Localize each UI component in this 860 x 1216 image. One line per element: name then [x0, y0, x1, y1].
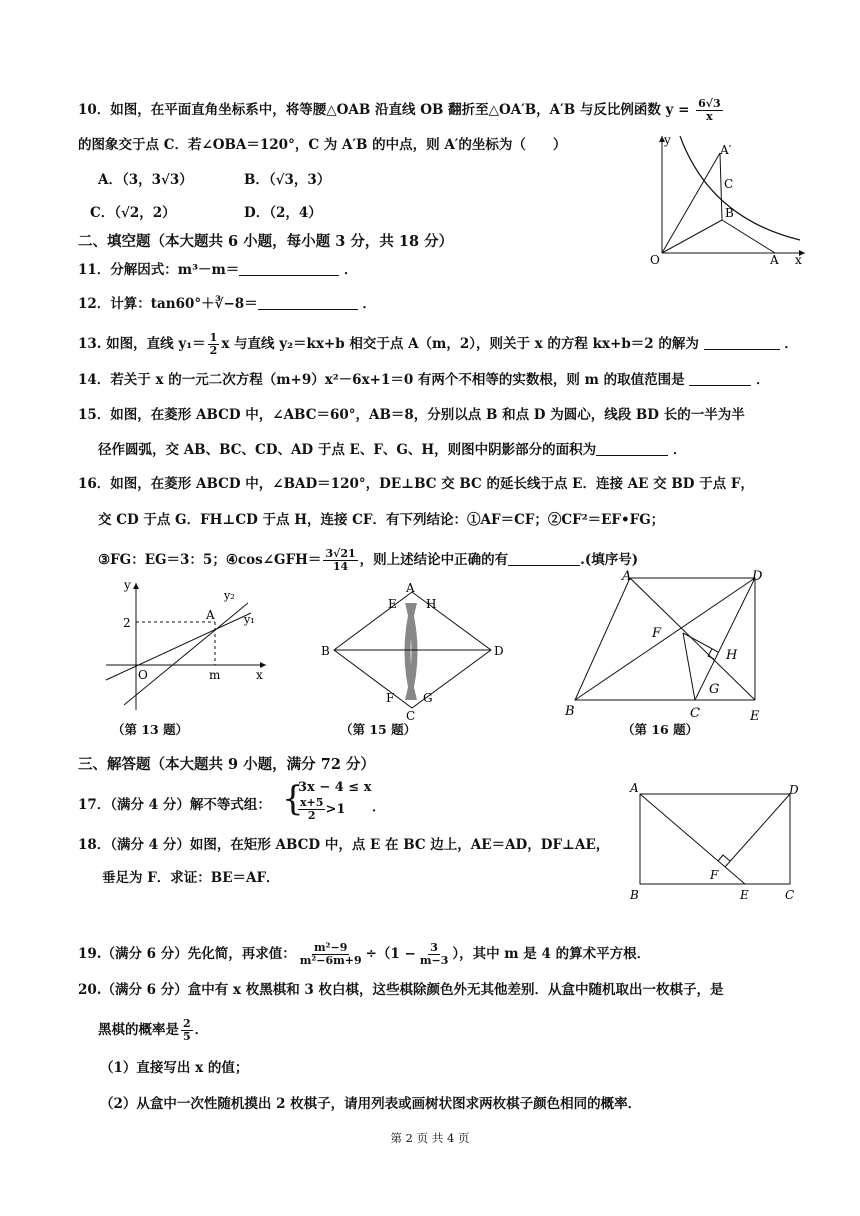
q10-text: 10．如图，在平面直角坐标系中，将等腰△OAB 沿直线 OB 翻折至△OA′B，A′B 与反比例函数 — [78, 102, 661, 118]
q13-label-x: x — [256, 668, 263, 682]
q18-right-angle-mark — [718, 855, 730, 861]
q18-label-b: B — [630, 888, 639, 902]
q10-figure — [640, 128, 810, 268]
q20-frac-den: 5 — [183, 1030, 191, 1043]
q20-sub1: （1）直接写出 x 的值； — [100, 1060, 249, 1076]
q18-figure — [625, 778, 805, 903]
q17-text: 17．（满分 4 分）解不等式组： — [78, 797, 271, 813]
caption-q13: （第 13 题） — [112, 722, 189, 737]
q16-line2: 交 CD 于点 G．FH⊥CD 于点 H，连接 CF．有下列结论：①AF＝CF；②CF²＝EF•FG； — [98, 512, 665, 528]
q16-label-h: H — [726, 648, 738, 663]
q18-label-e: E — [740, 888, 749, 902]
q19-fraction-2 — [418, 942, 451, 967]
q16-frac-num: 3√21 — [325, 547, 356, 560]
q17-inequality-1: 3x − 4 ≤ x — [298, 780, 372, 795]
q16-frac-den: 14 — [332, 560, 349, 573]
q19-frac2-num: 3 — [430, 941, 438, 954]
q10-frac-num: 6√3 — [698, 97, 721, 110]
q16-text-b: ，则上述结论中正确的有 — [359, 552, 509, 568]
q10-label-b: B — [725, 206, 734, 220]
q17-brace: { — [282, 779, 304, 819]
q15-label-g: G — [423, 691, 433, 705]
q12-end: ． — [362, 296, 376, 312]
q16-label-e: E — [750, 709, 760, 724]
q13 — [78, 332, 798, 357]
q20-line1: 20.（满分 6 分）盒中有 x 枚黑棋和 3 枚白棋，这些棋除颜色外无其他差别．从盒中随机取出一枚棋子，是 — [78, 982, 724, 998]
q19 — [78, 942, 650, 967]
q20-sub2: （2）从盒中一次性随机摸出 2 枚棋子，请用列表或画树状图求两枚棋子颜色相同的概率． — [100, 1096, 642, 1112]
q13-frac-den: 2 — [209, 344, 218, 357]
q10-line2: 的图象交于点 C．若∠OBA＝120°，C 为 A′B 的中点，则 A′的坐标为（ ） — [78, 137, 567, 153]
q16-label-f: F — [652, 626, 662, 641]
q15-answer-blank — [596, 441, 668, 456]
q18-segment-df — [725, 794, 790, 867]
q10-label-a: A — [770, 253, 779, 267]
q13-text-a: 13. 如图，直线 y₁＝ — [78, 336, 206, 352]
q20-text-b: ． — [194, 1022, 209, 1038]
q13-label-m: m — [209, 668, 221, 682]
q15-line1: 15．如图，在菱形 ABCD 中，∠ABC＝60°，AB＝8，分别以点 B 和点 D 为圆心，线段 BD 长的一半为半 — [78, 407, 745, 423]
q10-fraction — [696, 98, 723, 123]
q13-end: ． — [784, 336, 798, 352]
q13-line-y2 — [124, 603, 248, 705]
q16-line1: 16．如图，在菱形 ABCD 中，∠BAD＝120°，DE⊥BC 交 BC 的延长线于点 E．连接 AE 交 BD 于点 F， — [78, 476, 754, 492]
q19-fraction-1 — [298, 942, 364, 967]
q16-line3 — [98, 548, 638, 573]
q13-label-2: 2 — [123, 616, 131, 630]
q16-fraction — [323, 548, 357, 573]
q20-fraction — [181, 1018, 193, 1043]
q15-label-c: C — [406, 709, 416, 720]
q16-segment-cf — [683, 633, 695, 700]
section-3-heading: 三、解答题（本大题共 9 小题，满分 72 分） — [78, 756, 375, 773]
q11 — [78, 260, 357, 280]
q19-frac1-num: m²−9 — [314, 941, 348, 954]
caption-q15: （第 15 题） — [340, 722, 417, 737]
q13-figure — [96, 575, 276, 715]
q17-inequality-2 — [298, 797, 345, 822]
q13-label-y: y — [124, 578, 131, 592]
q16-label-c: C — [690, 706, 700, 721]
q10-segment-apb — [720, 153, 722, 220]
q10-label-aprime: A′ — [720, 143, 732, 157]
q19-text-b: ÷（1 − — [365, 946, 416, 962]
q16-answer-blank — [508, 551, 580, 566]
q20-frac-num: 2 — [183, 1017, 191, 1030]
q16-label-a: A — [622, 569, 632, 584]
q17-frac-den: 2 — [307, 809, 316, 822]
q18-label-d: D — [789, 783, 799, 797]
q10-segment-ba — [722, 220, 775, 253]
q10-hyperbola — [680, 136, 800, 240]
q13-label-y2: y₂ — [224, 589, 235, 602]
q10-func-label: y = — [665, 102, 690, 118]
q19-frac2-den: m−3 — [419, 954, 449, 967]
q20-text-a: 黑棋的概率是 — [98, 1022, 179, 1038]
q12-answer-blank — [258, 295, 358, 310]
q10-label-c: C — [724, 177, 734, 191]
q13-label-y1: y₁ — [244, 613, 255, 626]
q15-label-e: E — [388, 597, 397, 611]
q17-fraction — [298, 797, 325, 822]
q10-option-a: A．（3，3√3） — [98, 172, 193, 188]
q13-text-b: x 与直线 y₂＝kx+b 相交于点 A（m，2），则关于 x 的方程 kx+b＝2 的解为 — [221, 336, 699, 352]
q18-line1: 18．（满分 4 分）如图，在矩形 ABCD 中，点 E 在 BC 边上，AE＝AD，DF⊥AE， — [78, 837, 610, 853]
q13-fraction — [208, 332, 220, 357]
q19-text-a: 19.（满分 6 分）先化简，再求值： — [78, 946, 296, 962]
q19-frac1-den: m²−6m+9 — [299, 954, 362, 967]
q16-segment-fh — [683, 633, 718, 652]
section-2-heading: 二、填空题（本大题共 6 小题，每小题 3 分，共 18 分） — [78, 233, 454, 250]
q15-end: ． — [672, 442, 687, 458]
q12-text: 12．计算：tan60°＋∛−8＝ — [78, 296, 258, 312]
q17 — [78, 795, 271, 815]
q14 — [78, 370, 770, 390]
q16-text-c: .(填序号) — [580, 552, 639, 568]
q15-label-f: F — [386, 691, 395, 705]
q18-label-c: C — [785, 888, 795, 902]
q16-label-g: G — [709, 682, 720, 697]
q10-segment-oap — [662, 153, 720, 253]
q15-label-a: A — [406, 581, 415, 595]
q15-line2 — [98, 440, 686, 460]
q13-label-a: A — [206, 608, 215, 622]
q16-segment-ae — [630, 578, 755, 700]
q14-end: ． — [756, 372, 770, 388]
q13-label-o: O — [138, 668, 148, 682]
q10-label-o: O — [650, 253, 660, 267]
q15-label-h: H — [426, 597, 437, 611]
q17-frac-num: x+5 — [300, 796, 324, 809]
q13-answer-blank — [704, 335, 780, 350]
q10-frac-den: x — [706, 110, 713, 123]
q10-option-c: C．（√2，2） — [90, 205, 176, 221]
q16-right-angle-mark — [708, 649, 714, 659]
q11-answer-blank — [239, 261, 339, 276]
q10-line1 — [78, 98, 725, 123]
q15-text: 径作圆弧，交 AB、BC、CD、AD 于点 E、F、G、H，则图中阴影部分的面积为 — [98, 442, 597, 458]
page-footer: 第 2 页 共 4 页 — [390, 1131, 470, 1145]
q19-text-c: ），其中 m 是 4 的算术平方根． — [452, 946, 651, 962]
q13-frac-num: 1 — [209, 331, 218, 344]
q15-figure — [316, 580, 516, 720]
q15-label-b: B — [321, 644, 330, 658]
q18-segment-ae — [640, 794, 745, 884]
caption-q16: （第 16 题） — [622, 722, 699, 737]
q14-answer-blank — [689, 371, 751, 386]
q10-label-y: y — [664, 133, 671, 147]
q18-label-a: A — [630, 781, 639, 795]
q15-label-d: D — [494, 644, 504, 658]
q16-text-a: ③FG：EG＝3：5；④cos∠GFH＝ — [98, 552, 322, 568]
q18-label-f: F — [710, 868, 719, 882]
q10-option-b: B．（√3，3） — [244, 172, 331, 188]
q14-text: 14．若关于 x 的一元二次方程（m+9）x²－6x+1＝0 有两个不相等的实数根，则 m 的取值范围是 — [78, 372, 685, 388]
q10-label-x: x — [795, 253, 802, 267]
q20-line2 — [98, 1018, 208, 1043]
q16-figure — [560, 565, 775, 725]
q10-option-d: D．（2，4） — [244, 205, 322, 221]
q16-label-d: D — [752, 569, 763, 584]
q18-line2: 垂足为 F．求证：BE＝AF． — [102, 870, 280, 886]
q11-end: ． — [343, 262, 358, 278]
q11-text: 11．分解因式：m³－m＝ — [78, 262, 240, 278]
q16-label-b: B — [565, 704, 575, 719]
q12 — [78, 294, 376, 314]
q17-ineq2-rhs: >1 — [325, 802, 346, 817]
q17-end: ． — [372, 800, 386, 815]
